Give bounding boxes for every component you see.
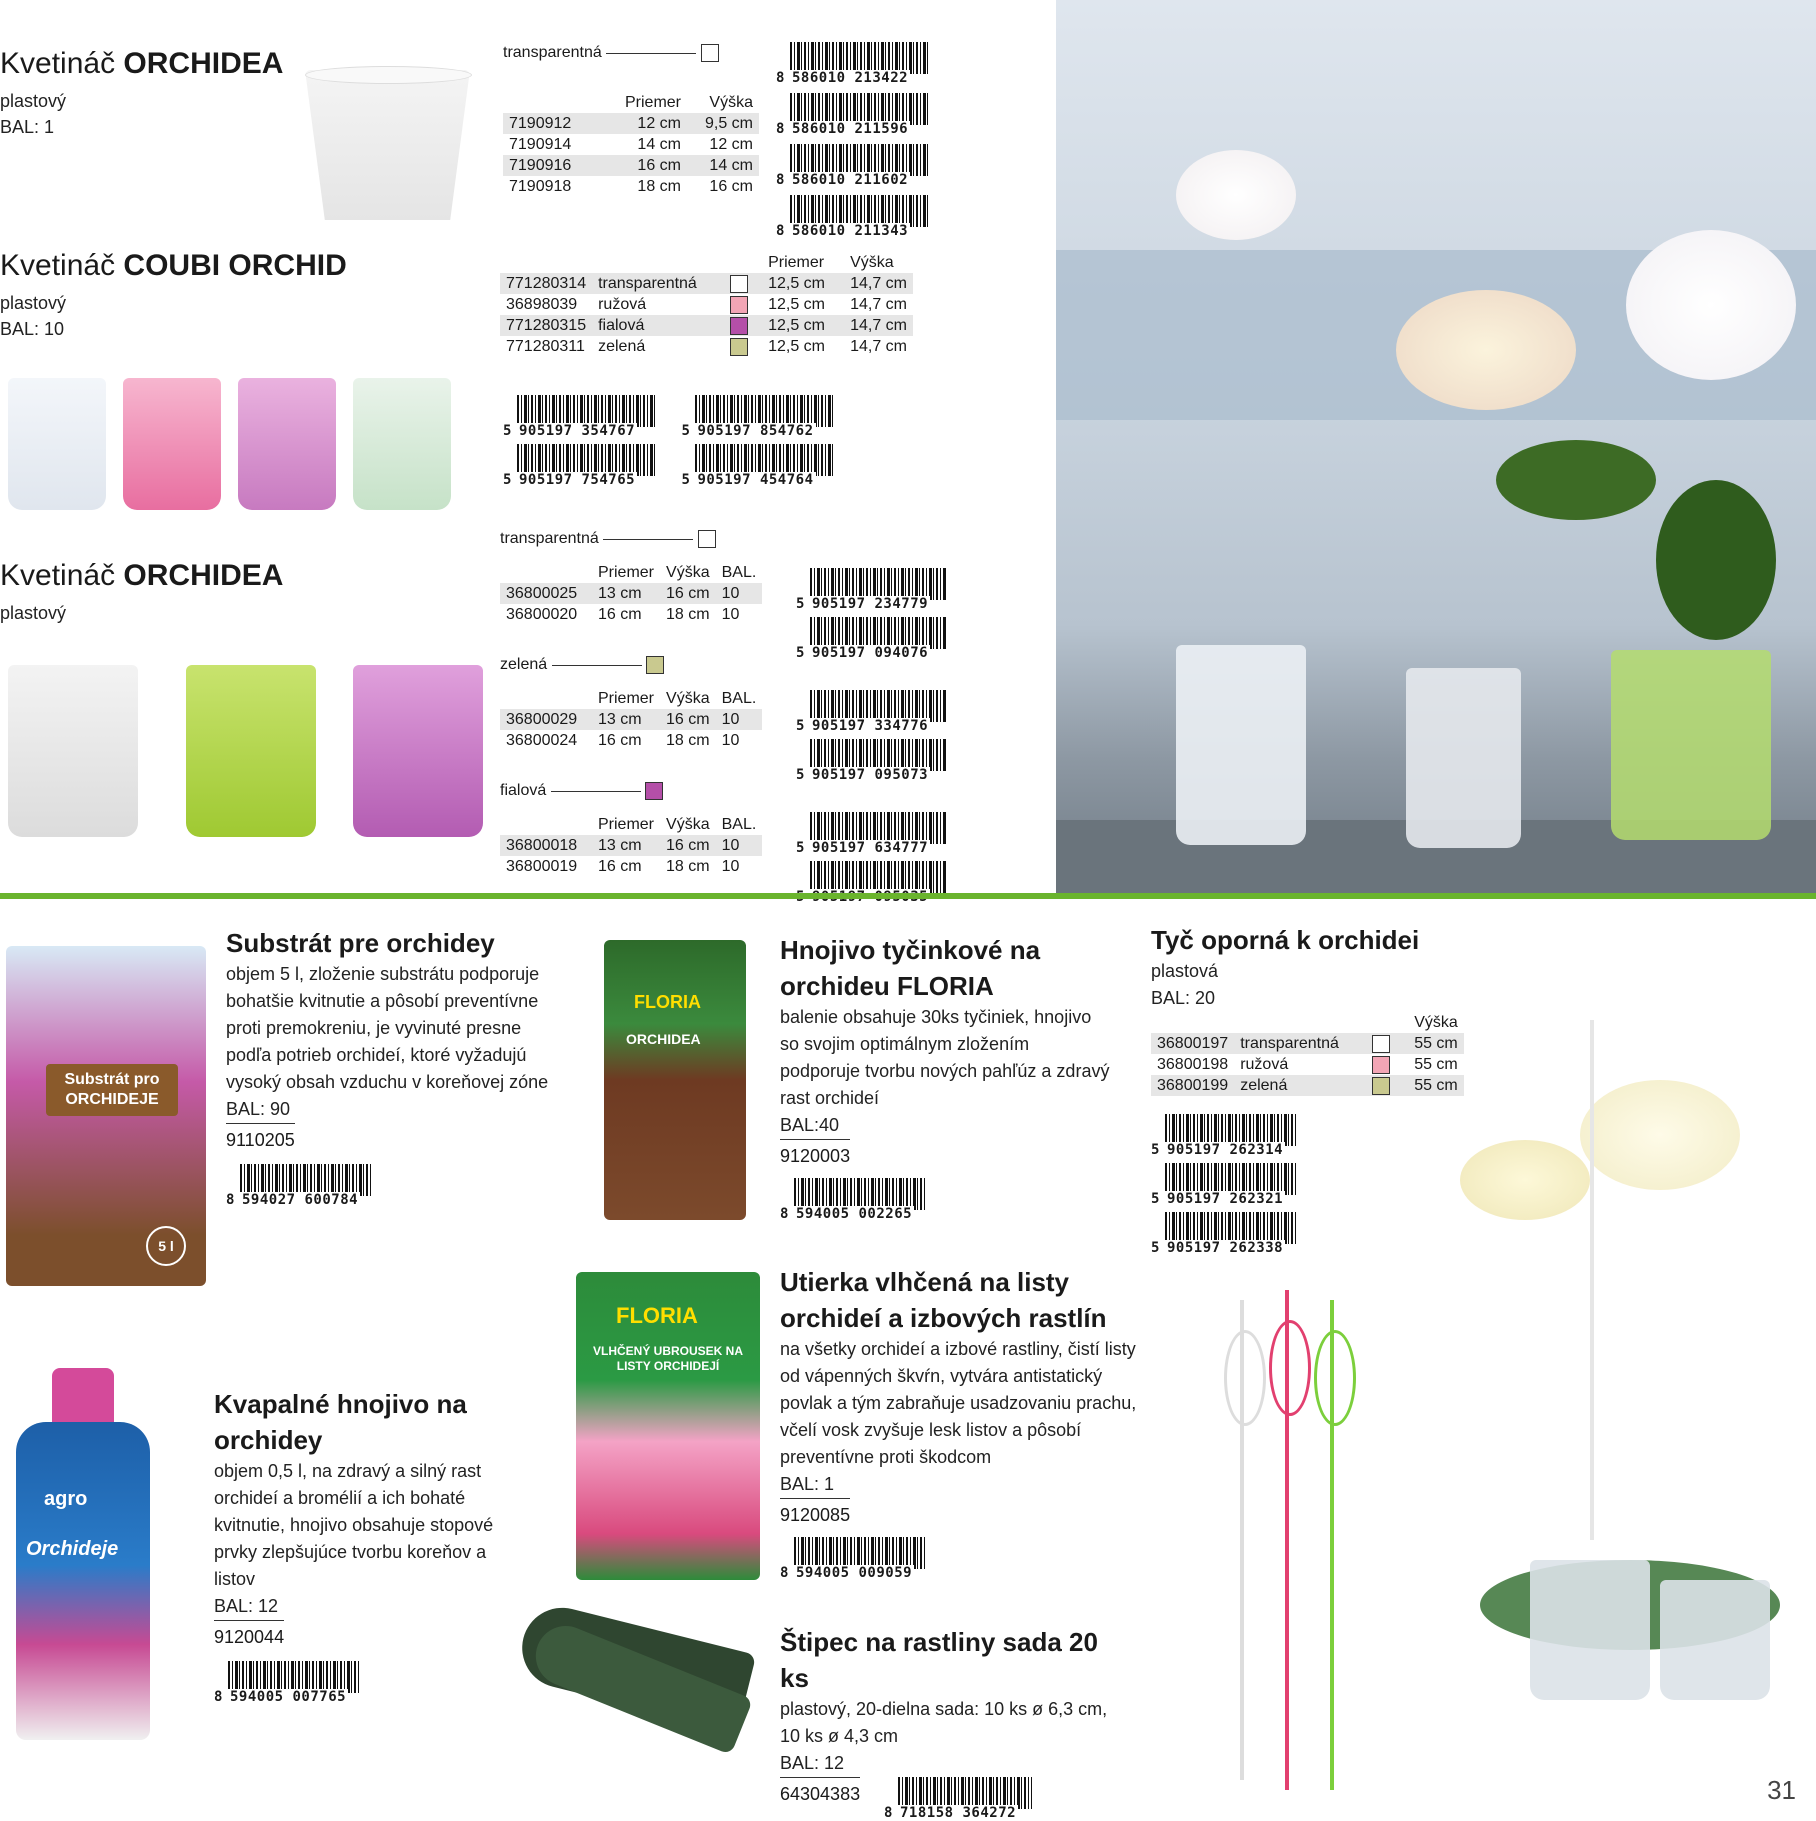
table-row: 36800197 transparentná 55 cm [1151, 1033, 1464, 1054]
orchidea1-pot-image [300, 60, 475, 230]
color-swatch-transparent [730, 275, 748, 293]
table-row: 7190918 18 cm 16 cm [509, 178, 753, 195]
title-bold: ORCHIDEA [123, 559, 284, 592]
product-code: 64304383 [780, 1777, 860, 1806]
table-row: 36898039 ružová 12,5 cm 14,7 cm [506, 296, 908, 313]
coubi-material: plastový [0, 293, 67, 313]
barcode: 5 905197 454764 [681, 444, 839, 488]
product-desc: objem 0,5 l, na zdravý a silný rast orchideí a bromélií a ich bohaté kvitnutie, hnojivo obsahuje stopové prvky zlepšujúce tvorbu koreňov a listov [214, 1461, 494, 1589]
pack-brand: FLORIA [634, 992, 701, 1012]
barcode: 5 905197 262338 [1151, 1212, 1303, 1256]
orchidea2-group-green [500, 656, 800, 751]
product-desc: objem 5 l, zloženie substrátu podporuje bohatšie kvitnutie a pôsobí preventívne proti premokreniu, je vyvinuté presne podľa potrieb orchideí, ktoré vyžadujú vysoký obsah vzduchu v koreňovej zóne [226, 964, 549, 1092]
barcode: 8 586010 211596 [776, 93, 936, 137]
barcode: 8 594005 009059 [780, 1537, 932, 1581]
hnojivo-tyc-block [780, 932, 1110, 1227]
barcode: 5 905197 094076 [796, 617, 951, 661]
coubi-bal: BAL: 10 [0, 319, 65, 339]
barcode: 8 586010 211343 [776, 195, 936, 239]
page-number: 31 [1767, 1775, 1796, 1805]
barcode: 5 905197 854762 [681, 395, 839, 439]
color-label: zelená [500, 656, 548, 674]
table-row: 36800020 16 cm 18 cm 10 [506, 606, 740, 624]
product-code: 9120044 [214, 1620, 284, 1649]
tyc-table: Výška 36800197 transparentná 55 cm 36800198 ružová 55 cm 36800199 zelená 55 cm [1151, 1012, 1464, 1096]
table-row: 36800019 16 cm 18 cm 10 [506, 858, 740, 876]
orchidea1-title [0, 46, 283, 82]
product-desc: balenie obsahuje 30ks tyčiniek, hnojivo so svojim optimálnym zložením podporuje tvorbu nových pahľúz a zdravý rast orchideí [780, 1007, 1110, 1108]
title-bold: ORCHIDEA [123, 47, 284, 80]
barcode: 8 594027 600784 [226, 1164, 378, 1208]
kvapalne-block [214, 1386, 504, 1710]
orchid-sticks-photo [1420, 1000, 1816, 1720]
color-swatch-purple [645, 782, 663, 800]
product-bal: BAL: 1 [780, 1474, 835, 1494]
color-swatch-pink [1372, 1056, 1390, 1074]
bottle-brand: agro [44, 1488, 88, 1510]
table-row: 36800024 16 cm 18 cm 10 [506, 732, 740, 750]
product-code: 9120085 [780, 1498, 850, 1527]
bag-label: Substrát pro ORCHIDEJE [46, 1064, 178, 1116]
section-divider [0, 893, 1816, 899]
pack-label: VLHČENÝ UBROUSEK NA LISTY ORCHIDEJÍ [592, 1344, 743, 1373]
orchidea2-title [0, 558, 283, 594]
orchidea2-group-transparent [500, 530, 800, 625]
orchidea2-barcodes [796, 568, 951, 910]
orchidea1-color-row [503, 44, 719, 62]
substrat-block [226, 925, 556, 1213]
product-bal: BAL: 90 [226, 1099, 291, 1119]
orchidea1-barcodes [776, 42, 936, 244]
product-desc: plastový, 20-dielna sada: 10 ks ø 6,3 cm, 10 ks ø 4,3 cm [780, 1699, 1108, 1746]
orchid-pots-photo [1056, 0, 1816, 893]
stipec-block [780, 1624, 1120, 1821]
barcode: 5 905197 354767 [503, 395, 661, 439]
color-label: transparentná [500, 530, 599, 548]
group-table: Priemer Výška BAL. 36800025 13 cm 16 cm 10 36800020 16 cm 18 cm 10 [500, 562, 762, 625]
title-prefix: Kvetináč [0, 249, 116, 282]
title-prefix: Kvetináč [0, 47, 116, 80]
color-label: fialová [500, 782, 547, 800]
orchidea2-pots-image [8, 665, 488, 840]
product-code: 9120003 [780, 1139, 850, 1168]
barcode: 8 586010 211602 [776, 144, 936, 188]
product-bal: BAL:40 [780, 1115, 840, 1135]
title-bold: COUBI ORCHID [123, 249, 347, 282]
product-desc: na všetky orchideí a izbové rastliny, čistí listy od vápenných škvŕn, vytvára antistatický povlak a tým zabraňuje usadzovaniu prachu, včelí vosk zvyšuje lesk listov a pôsobí preventívne proti škodcom [780, 1339, 1137, 1467]
coubi-table: Priemer Výška 771280314 transparentná 12,5 cm 14,7 cm 36898039 ružová 12,5 cm 14,7 cm 771280315 fialová 12,5 cm 14,7 cm 771280311 zelená 12,5 cm 14,7 cm [500, 252, 913, 357]
table-row: 771280314 transparentná 12,5 cm 14,7 cm [500, 273, 913, 294]
color-label: transparentná [503, 44, 602, 62]
group-table: Priemer Výška BAL. 36800029 13 cm 16 cm 10 36800024 16 cm 18 cm 10 [500, 688, 762, 751]
color-swatch-green [730, 338, 748, 356]
utierka-block [780, 1264, 1140, 1586]
coubi-pots-image [8, 378, 458, 513]
substrat-bag-image [6, 946, 206, 1286]
title-prefix: Kvetináč [0, 559, 116, 592]
color-swatch-transparent [1372, 1035, 1390, 1053]
hnojivo-tyc-pack-image [604, 940, 746, 1220]
bag-volume: 5 l [146, 1226, 186, 1266]
product-material: plastová [1151, 961, 1219, 981]
barcode: 5 905197 334776 [796, 690, 951, 734]
product-code: 9110205 [226, 1123, 295, 1152]
orchidea1-table: Priemer Výška 7190912 12 cm 9,5 cm 7190914 14 cm 12 cm 7190916 16 cm 14 cm 7190918 18 cm 16 cm [503, 92, 759, 197]
color-swatch-purple [730, 317, 748, 335]
barcode: 5 905197 095073 [796, 739, 951, 783]
product-title: Kvapalné hnojivo na orchidey [214, 1389, 467, 1455]
table-row: 7190916 16 cm 14 cm [503, 155, 759, 176]
barcode: 8 718158 364272 [884, 1777, 1038, 1821]
pack-brand: FLORIA [616, 1303, 698, 1328]
product-title: Tyč oporná k orchidei [1151, 925, 1420, 955]
bottle-label: Orchideje [26, 1538, 119, 1560]
barcode: 5 905197 262314 [1151, 1114, 1303, 1158]
product-title: Štipec na rastliny sada 20 ks [780, 1627, 1098, 1693]
barcode: 8 586010 213422 [776, 42, 936, 86]
barcode: 5 905197 234779 [796, 568, 951, 612]
barcode: 8 594005 007765 [214, 1661, 366, 1705]
utierka-pack-image [576, 1272, 760, 1580]
table-row: 36800199 zelená 55 cm [1151, 1075, 1464, 1096]
kvapalne-bottle-image [16, 1368, 150, 1740]
barcode: 5 905197 262321 [1151, 1163, 1303, 1207]
barcode: 8 594005 002265 [780, 1178, 932, 1222]
pack-label: ORCHIDEA [626, 1031, 701, 1047]
stipec-clip-image [510, 1606, 760, 1756]
orchidea2-material: plastový [0, 603, 67, 623]
coubi-barcodes [503, 395, 843, 493]
barcode: 5 905197 634777 [796, 812, 951, 856]
table-row: 36800018 13 cm 16 cm 10 [500, 835, 762, 856]
table-row: 36800029 13 cm 16 cm 10 [500, 709, 762, 730]
orchidea1-material: plastový [0, 91, 67, 111]
color-swatch-green [1372, 1077, 1390, 1095]
support-sticks-image [1210, 1290, 1360, 1800]
table-row: 7190912 12 cm 9,5 cm [503, 113, 759, 134]
product-bal: BAL: 20 [1151, 988, 1216, 1008]
table-row: 7190914 14 cm 12 cm [509, 136, 753, 153]
product-title: Substrát pre orchidey [226, 928, 495, 958]
table-row: 771280315 fialová 12,5 cm 14,7 cm [500, 315, 913, 336]
coubi-title [0, 248, 347, 284]
product-bal: BAL: 12 [214, 1596, 279, 1616]
table-row: 771280311 zelená 12,5 cm 14,7 cm [506, 338, 908, 355]
table-row: 36800025 13 cm 16 cm 10 [500, 583, 762, 604]
color-swatch-pink [730, 296, 748, 314]
product-title: Utierka vlhčená na listy orchideí a izbových rastlín [780, 1267, 1107, 1333]
product-bal: BAL: 12 [780, 1753, 845, 1773]
color-swatch-green [646, 656, 664, 674]
table-row: 36800198 ružová 55 cm [1157, 1056, 1458, 1073]
group-table: Priemer Výška BAL. 36800018 13 cm 16 cm 10 36800019 16 cm 18 cm 10 [500, 814, 762, 877]
product-title: Hnojivo tyčinkové na orchideu FLORIA [780, 935, 1041, 1001]
color-swatch-transparent [698, 530, 716, 548]
color-swatch-transparent [701, 44, 719, 62]
orchidea2-group-purple [500, 782, 800, 877]
orchidea1-bal: BAL: 1 [0, 117, 55, 137]
barcode: 5 905197 754765 [503, 444, 661, 488]
